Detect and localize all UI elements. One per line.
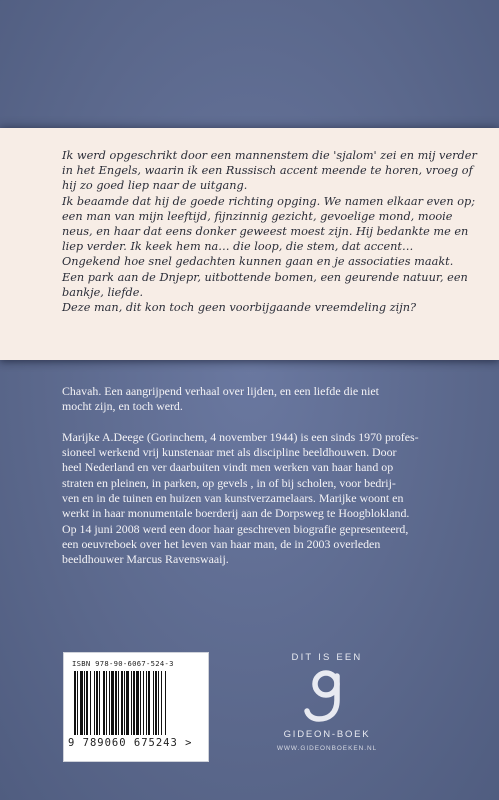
barcode-bar (155, 671, 157, 735)
barcode-bar (140, 671, 141, 735)
barcode-bar (121, 671, 123, 735)
barcode-bar (158, 671, 159, 735)
barcode-bar (90, 671, 91, 735)
quote-line: Deze man, dit kon toch geen voorbijgaande vreemdeling zijn? (62, 301, 417, 315)
gideon-g-icon (302, 666, 350, 722)
quote-line: een man van mijn leeftijd, fijnzinnig gezicht, gevoelige mond, mooie (62, 209, 453, 223)
ean-digits: 9 789060 675243 > (68, 737, 193, 749)
barcode-bar (96, 671, 98, 735)
quote-line: neus, en haar dat eens donker geweest moest zijn. Hij bedankte me en (62, 225, 469, 239)
barcode-bar (143, 671, 144, 735)
barcode-bar (118, 671, 119, 735)
bio-line: Op 14 juni 2008 werd een door haar geschreven biografie gepresenteerd, (62, 521, 409, 536)
publisher-block (262, 650, 392, 770)
barcode-bar (126, 671, 129, 735)
barcode-bar (165, 671, 166, 735)
barcode-bar (86, 671, 88, 735)
bio-line: straten en pleinen, in parken, op gevels , in of bij scholen, voor bedrij- (62, 475, 396, 490)
barcode-bar (103, 671, 105, 735)
barcode-bar (99, 671, 100, 735)
barcode-bar (74, 671, 76, 735)
bio-line: heel Nederland en ver daarbuiten vindt men werken van haar hand op (62, 460, 394, 475)
bio-line: Marijke A.Deege (Gorinchem, 4 november 1944) is een sinds 1970 profes- (62, 429, 419, 444)
barcode-bars (72, 671, 200, 735)
publisher-tagline: DIT IS EEN (291, 652, 363, 663)
barcode-bar (115, 671, 117, 735)
barcode-bar (94, 671, 95, 735)
publisher-url: WWW.GIDEONBOEKEN.NL (276, 745, 378, 752)
quote-line: hij zo goed liep naar de uitgang. (62, 179, 248, 193)
intro-line: Chavah. Een aangrijpend verhaal over lijden, en een liefde die niet (62, 384, 379, 398)
barcode-bar (146, 671, 147, 735)
quote-line: bankje, liefde. (62, 285, 144, 299)
barcode-bar (136, 671, 139, 735)
barcode-bar (80, 671, 83, 735)
barcode-bar (106, 671, 107, 735)
quote-excerpt (62, 148, 482, 315)
barcode-bar (148, 671, 150, 735)
barcode-bar (77, 671, 78, 735)
quote-line: Een park aan de Dnjepr, uitbottende bomen, een geurende natuur, een (62, 270, 468, 284)
isbn-text: ISBN 978-90-6067-524-3 (72, 659, 174, 668)
bio-line: werkt in haar monumentale boerderij aan de Dorpsweg te Hoogblokland. (62, 506, 410, 521)
quote-line: Ik beaamde dat hij de goede richting opging. We namen elkaar even op; (62, 194, 476, 208)
blurb-text (62, 384, 482, 568)
barcode-box (63, 652, 209, 762)
quote-line: Ongekend hoe snel gedachten kunnen gaan en je associaties maakt. (62, 255, 454, 269)
quote-line: Ik werd opgeschrikt door een mannenstem die 'sjalom' zei en mij verder (62, 149, 477, 162)
barcode-bar (133, 671, 135, 735)
bio-line: ven en in de tuinen en huizen van kunstverzamelaars. Marijke woont en (62, 491, 404, 506)
barcode-bar (161, 671, 162, 735)
barcode-bar (84, 671, 85, 735)
bio-line: sioneel werkend vrij kunstenaar met als discipline beeldhouwen. Door (62, 445, 397, 460)
barcode-bar (124, 671, 125, 735)
barcode-bar (109, 671, 110, 735)
intro-line: mocht zijn, en toch werd. (62, 399, 183, 414)
paragraph-gap (62, 415, 482, 430)
barcode-bar (111, 671, 114, 735)
bio-line: beeldhouwer Marcus Ravenswaaij. (62, 552, 229, 567)
bio-line: een oeuvreboek over het leven van haar man, de in 2003 overleden (62, 536, 381, 551)
publisher-name: GIDEON-BOEK (283, 729, 371, 740)
barcode-bar (131, 671, 132, 735)
quote-line: in het Engels, waarin ik een Russisch accent meende te horen, vroeg of (62, 164, 473, 178)
barcode-bar (153, 671, 154, 735)
quote-line: liep verder. Ik keek hem na… die loop, die stem, dat accent… (62, 240, 414, 254)
